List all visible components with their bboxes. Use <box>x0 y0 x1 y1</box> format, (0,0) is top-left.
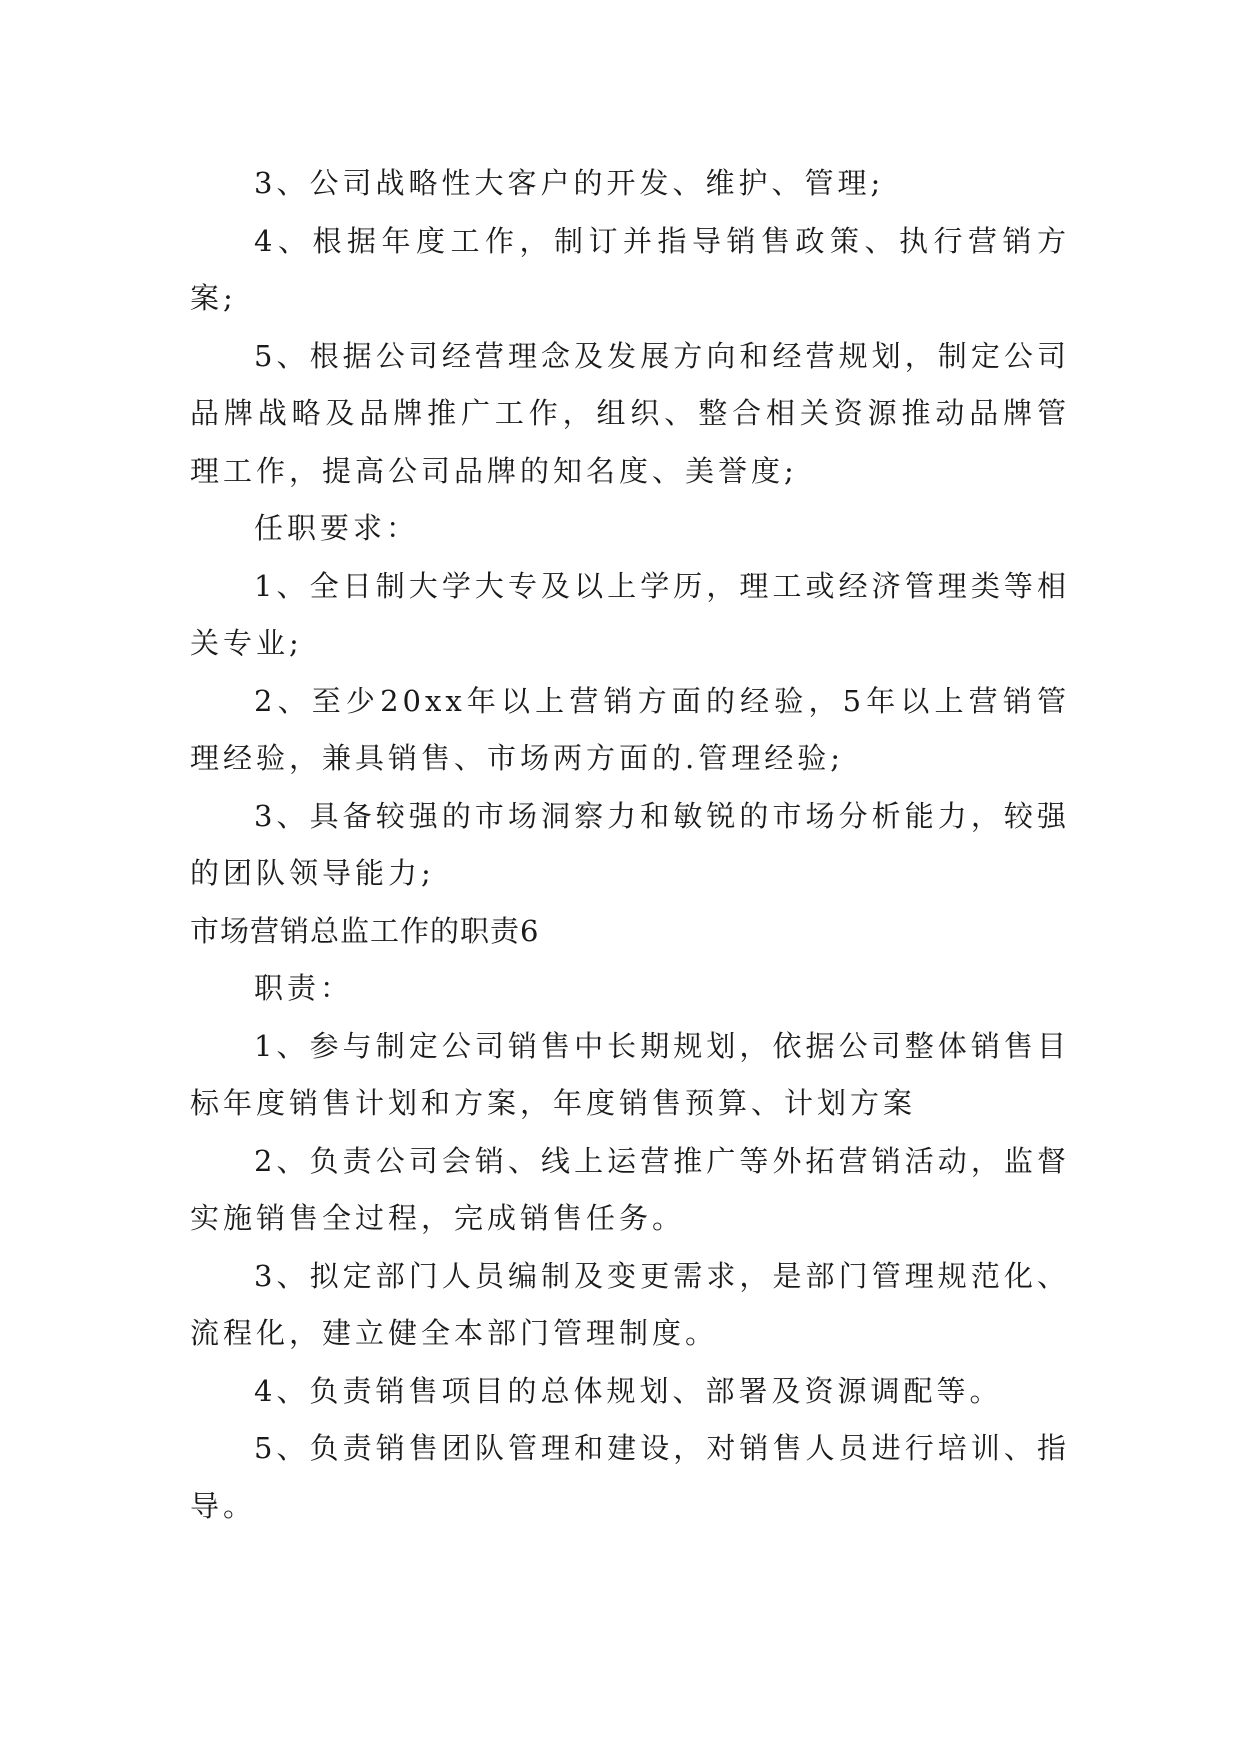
section-label: 职责： <box>254 971 354 1005</box>
paragraph: 1、参与制定公司销售中长期规划，依据公司整体销售目标年度销售计划和方案，年度销售预算、计划方案 <box>190 1028 1070 1120</box>
document-body <box>190 155 1070 1535</box>
paragraph: 2、负责公司会销、线上运营推广等外拓营销活动，监督实施销售全过程，完成销售任务。 <box>190 1143 1070 1235</box>
section-heading: 市场营销总监工作的职责6 <box>190 913 540 948</box>
paragraph: 2、至少20xx年以上营销方面的经验，5年以上营销管理经验，兼具销售、市场两方面的.管理经验; <box>190 683 1070 775</box>
paragraph: 5、负责销售团队管理和建设，对销售人员进行培训、指导。 <box>190 1431 1070 1523</box>
paragraph: 3、具备较强的市场洞察力和敏锐的市场分析能力，较强的团队领导能力; <box>190 798 1070 890</box>
paragraph: 4、负责销售项目的总体规划、部署及资源调配等。 <box>254 1373 1003 1408</box>
paragraph: 1、全日制大学大专及以上学历，理工或经济管理类等相关专业; <box>190 568 1070 660</box>
paragraph: 3、公司战略性大客户的开发、维护、管理; <box>254 166 885 200</box>
paragraph: 5、根据公司经营理念及发展方向和经营规划，制定公司品牌战略及品牌推广工作，组织、整合相关资源推动品牌管理工作，提高公司品牌的知名度、美誉度; <box>190 338 1070 488</box>
paragraph: 4、根据年度工作，制订并指导销售政策、执行营销方案; <box>190 223 1070 315</box>
section-label: 任职要求： <box>254 511 420 545</box>
paragraph: 3、拟定部门人员编制及变更需求，是部门管理规范化、流程化，建立健全本部门管理制度。 <box>190 1258 1070 1350</box>
